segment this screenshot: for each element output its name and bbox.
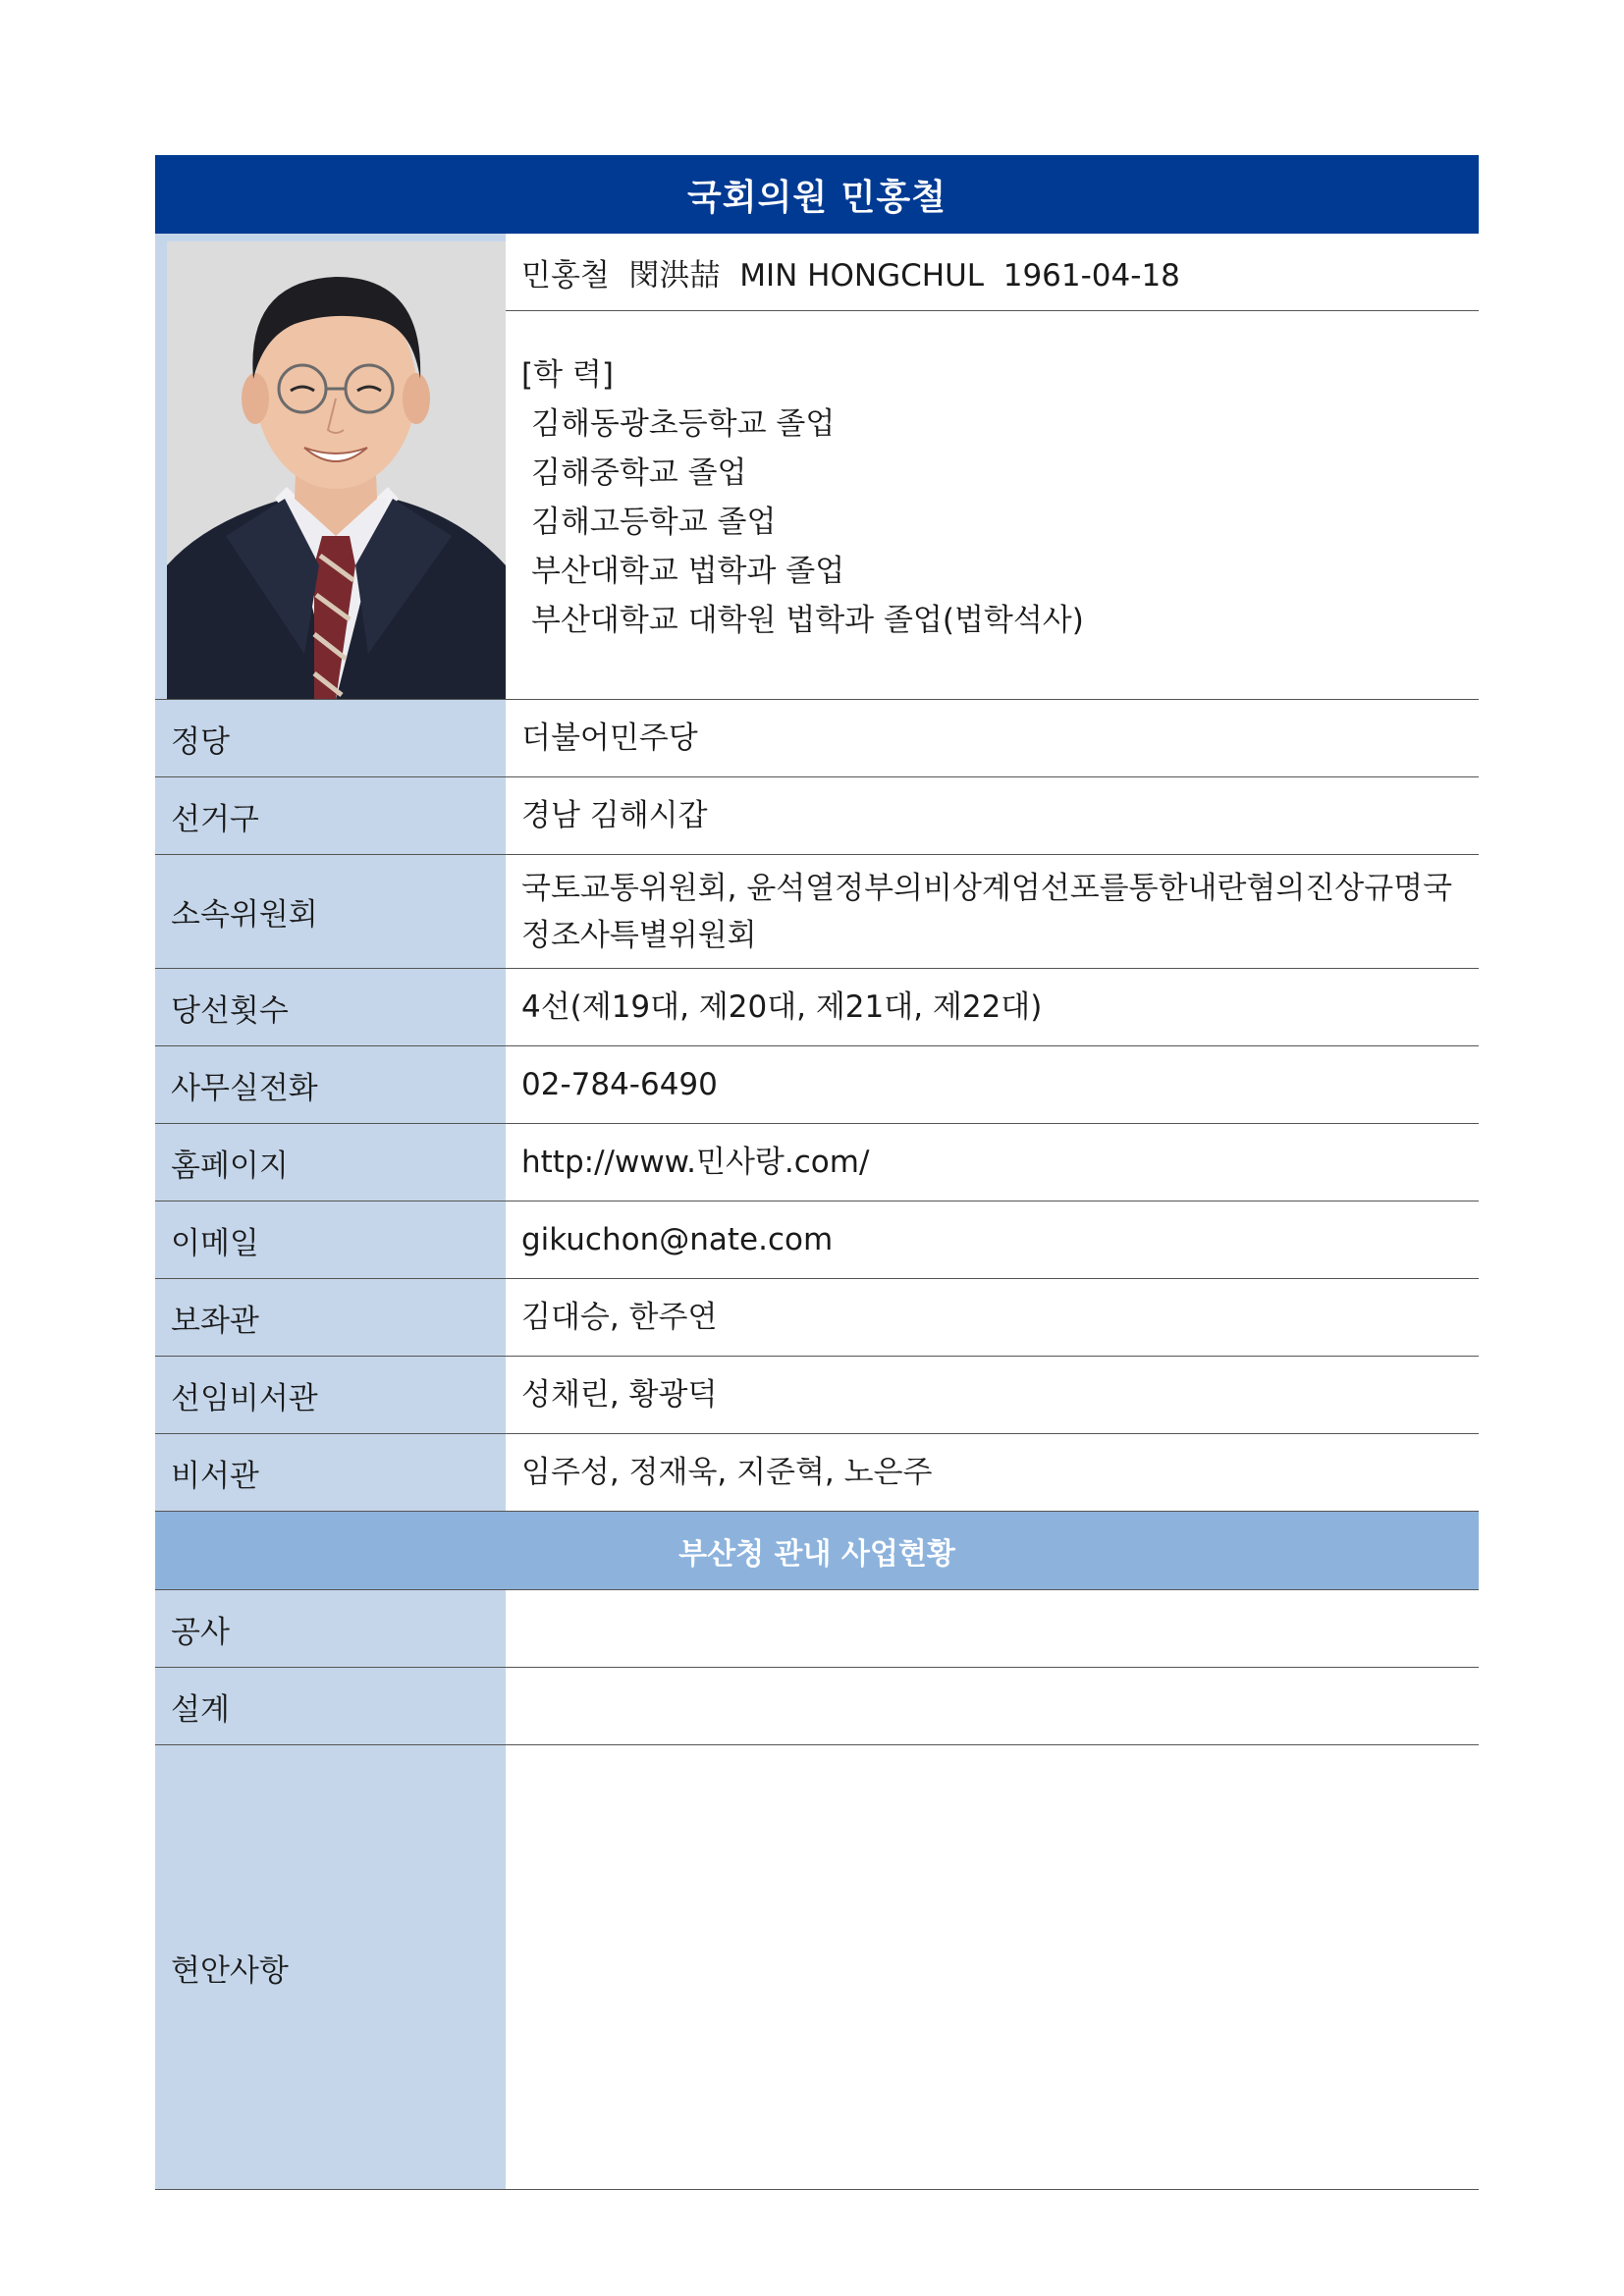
row-pending-issues	[155, 1745, 1479, 2190]
row-aides	[155, 1279, 1479, 1357]
education-item: 부산대학교 대학원 법학과 졸업(법학석사)	[531, 603, 1084, 638]
member-profile-sheet	[155, 155, 1479, 2190]
education-item: 김해중학교 졸업	[531, 455, 747, 491]
committee-line: 정조사특별위원회	[521, 917, 757, 953]
education-item: 김해고등학교 졸업	[531, 505, 777, 540]
portrait-illustration	[167, 241, 506, 699]
row-value: 김대승, 한주연	[521, 1300, 718, 1335]
row-terms	[155, 969, 1479, 1046]
row-label: 보좌관	[155, 1279, 506, 1356]
row-value	[506, 1590, 1479, 1667]
row-label: 선거구	[155, 777, 506, 854]
name-line: 민홍철 閔洪喆 MIN HONGCHUL 1961-04-18	[506, 234, 1479, 311]
row-value: 4선(제19대, 제20대, 제21대, 제22대)	[521, 989, 1043, 1025]
row-label: 당선횟수	[155, 969, 506, 1045]
row-label: 소속위원회	[155, 855, 506, 968]
row-design	[155, 1668, 1479, 1745]
row-value: 02-784-6490	[521, 1067, 718, 1102]
row-senior-secretaries	[155, 1357, 1479, 1434]
row-label: 정당	[155, 700, 506, 776]
row-label: 홈페이지	[155, 1124, 506, 1201]
profile-block	[155, 234, 1479, 700]
row-label: 선임비서관	[155, 1357, 506, 1433]
row-homepage	[155, 1124, 1479, 1201]
row-value: 성채린, 황광덕	[521, 1377, 718, 1413]
row-office-phone	[155, 1046, 1479, 1124]
row-value	[506, 1745, 1479, 2189]
education-list	[506, 311, 1479, 645]
row-label: 설계	[155, 1668, 506, 1744]
education-item: 부산대학교 법학과 졸업	[531, 554, 845, 589]
row-label: 공사	[155, 1590, 506, 1667]
education-item: 김해동광초등학교 졸업	[531, 406, 836, 442]
row-constituency	[155, 777, 1479, 855]
photo-cell	[155, 234, 506, 699]
row-value: 경남 김해시갑	[521, 798, 708, 833]
row-party	[155, 700, 1479, 777]
row-value	[506, 855, 1479, 968]
row-value: 임주성, 정재욱, 지준혁, 노은주	[521, 1455, 933, 1490]
row-secretaries	[155, 1434, 1479, 1512]
row-label: 이메일	[155, 1201, 506, 1278]
member-photo	[167, 241, 506, 699]
homepage-link[interactable]: http://www.민사랑.com/	[521, 1145, 870, 1180]
row-label: 현안사항	[155, 1745, 506, 2189]
email-link[interactable]: gikuchon@nate.com	[521, 1222, 834, 1257]
row-label: 사무실전화	[155, 1046, 506, 1123]
education-heading: [학 력]	[521, 357, 614, 393]
section-title: 부산청 관내 사업현황	[155, 1512, 1479, 1590]
row-email	[155, 1201, 1479, 1279]
row-value	[506, 1668, 1479, 1744]
page-title: 국회의원 민홍철	[155, 155, 1479, 234]
profile-info	[506, 234, 1479, 699]
row-label: 비서관	[155, 1434, 506, 1511]
row-value: 더불어민주당	[521, 721, 698, 756]
committee-line: 국토교통위원회, 윤석열정부의비상계엄선포를통한내란혐의진상규명국	[521, 870, 1453, 906]
row-committee	[155, 855, 1479, 969]
row-construction	[155, 1590, 1479, 1668]
